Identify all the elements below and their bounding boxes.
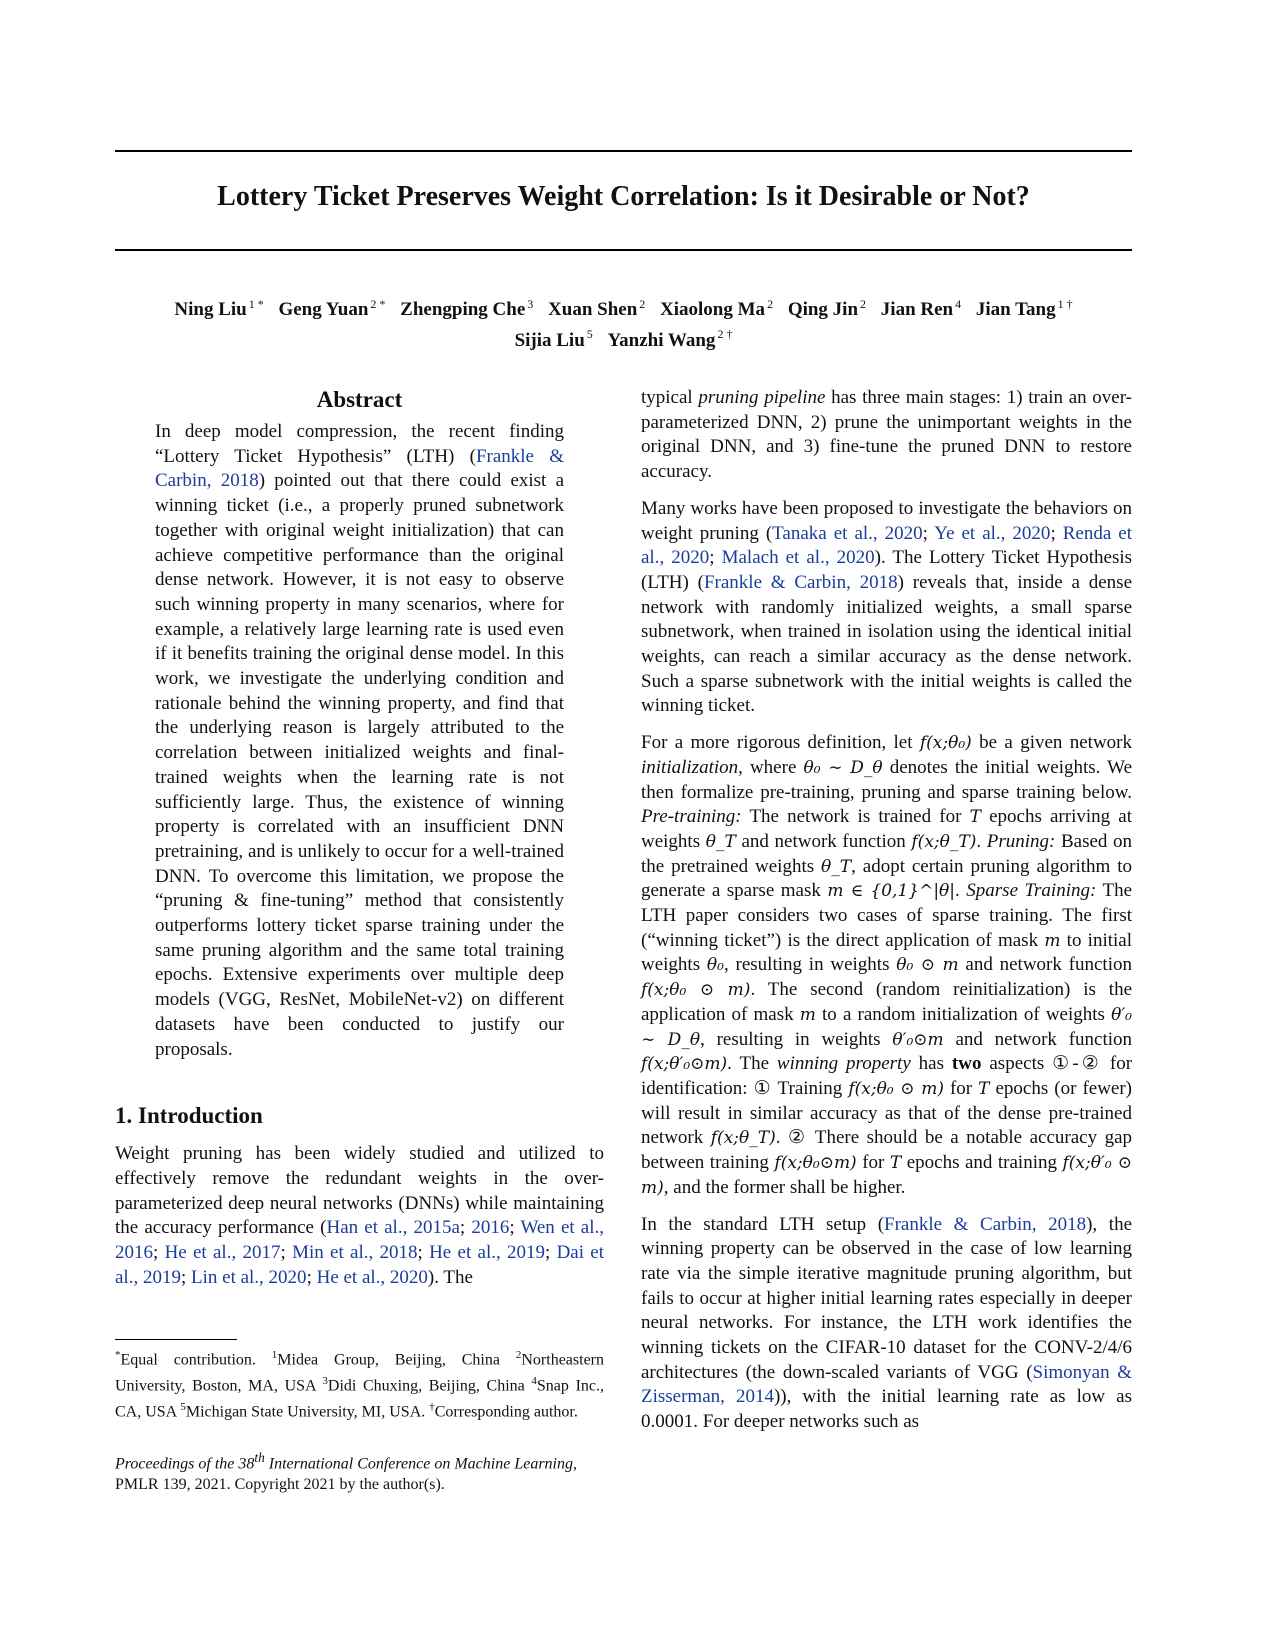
- citation-link[interactable]: Frankle & Carbin, 2018: [155, 445, 564, 492]
- citation-link[interactable]: Tanaka et al., 2020: [772, 522, 923, 544]
- math-expr: f(x;θ₀ ⊙ m): [641, 980, 751, 1001]
- title-rule-bottom: [115, 249, 1132, 251]
- math-expr: f(x;θ₀⊙m): [774, 1153, 857, 1174]
- citation-link[interactable]: Malach et al., 2020: [721, 547, 875, 569]
- math-expr: f(x;θ′₀⊙m): [641, 1054, 728, 1075]
- body-emphasis: Sparse Training:: [966, 880, 1097, 902]
- author-affiliation: 4: [955, 297, 962, 311]
- right-paragraph: [641, 386, 1132, 485]
- author: [548, 299, 645, 320]
- right-paragraph: Many works have been proposed to investigate the behaviors on weight pruning (Tanaka et al., 2020; Ye et al., 2020; Renda et al., 2020; Malach et al., 2020). The Lottery Ticket Hypothesis (LTH) (Frankle & Carbin, 2018) reveals that, inside a dense network with randomly initialized weights, a small sparse subnetwork, when trained in isolation using the identical initial weights, can reach a similar accuracy as the dense network. Such a sparse subnetwork with the initial weights is called the winning ticket.: [641, 497, 1133, 717]
- body-text: for: [949, 1077, 973, 1099]
- citation-link[interactable]: Wen et al., 2016: [115, 1217, 605, 1264]
- author: [660, 299, 773, 320]
- abstract-text: ) pointed out that there could exist a winning ticket (i.e., a properly pruned subnetwork together with original weight initialization) that can achieve competitive performance than the original dense network. However, it is not easy to observe such winning property in many scenarios, where for example, a relatively large learning rate is used even if it benefits training the original dense model. In this work, we investigate the underlying condition and rationale behind the winning property, and find that the underlying reason is largely attributed to the correlation between initialized weights and final-trained weights when the learning rate is not sufficiently large. Thus, the existence of winning property is correlated with an insufficient DNN pretraining, and is unlikely to occur for a well-trained DNN. To overcome this limitation, we propose the “pruning & fine-tuning” method that consistently outperforms lottery ticket sparse training under the same pruning algorithm and the same total training epochs. Extensive experiments over multiple deep models (VGG, ResNet, MobileNet-v2) on different datasets have been conducted to justify our proposals.: [155, 470, 565, 1060]
- citation-link[interactable]: Frankle & Carbin, 2018: [703, 571, 898, 593]
- body-text: , where: [738, 756, 797, 778]
- body-text: , and the former shall be higher.: [663, 1176, 906, 1198]
- body-text: Based on the pretrained weights: [641, 830, 1133, 877]
- author-name: Zhengping Che: [400, 299, 526, 321]
- author: [881, 299, 961, 320]
- body-text: .: [955, 880, 960, 902]
- body-text: ). The Lottery Ticket Hypothesis (LTH) (: [641, 547, 1133, 593]
- right-paragraph: [641, 1213, 1132, 1435]
- author-affiliation: 2 *: [370, 297, 386, 311]
- author: [607, 327, 733, 351]
- author-name: Yanzhi Wang: [607, 329, 716, 351]
- author-affiliation: 1 †: [1057, 297, 1073, 311]
- section-heading: 1. Introduction: [115, 1103, 263, 1129]
- proceedings-note: [115, 1448, 604, 1495]
- math-expr: T: [969, 807, 981, 828]
- body-text: , adopt certain pruning algorithm to generate a sparse mask: [641, 855, 1132, 902]
- author-name: Geng Yuan: [278, 299, 369, 321]
- math-expr: θ₀: [706, 955, 724, 976]
- proceedings-italic: Proceedings of the: [115, 1455, 235, 1473]
- author-affiliation: 2: [639, 297, 646, 311]
- footnote-rule: [115, 1339, 237, 1340]
- author-name: Jian Ren: [880, 299, 954, 321]
- math-expr: f(x;θ₀ ⊙ m): [848, 1078, 944, 1099]
- author-name: Ning Liu: [174, 299, 247, 321]
- math-expr: f(x;θ_T): [911, 831, 977, 852]
- citation-link[interactable]: Frankle & Carbin, 2018: [884, 1213, 1087, 1235]
- abstract-text: In deep model compression, the recent finding “Lottery Ticket Hypothesis” (LTH) (: [155, 421, 564, 467]
- right-paragraph: [641, 731, 1132, 1200]
- body-text: The network is trained for: [749, 806, 962, 828]
- abstract-body: [155, 420, 564, 1062]
- title-rule-top: [115, 150, 1132, 152]
- paper-title: Lottery Ticket Preserves Weight Correlation: Is it Desirable or Not?: [217, 181, 1030, 212]
- author-name: Xiaolong Ma: [660, 299, 766, 321]
- citation-link[interactable]: 2016: [471, 1217, 510, 1239]
- author: [400, 299, 533, 320]
- body-bold: two: [951, 1053, 982, 1075]
- footnote: *Equal contribution. $^1$Midea Group, Beijing, China $^2$Northeastern University, Boston, MA, USA $^3$Didi Chuxing, Beijing, China $^4$Snap Inc., CA, USA $^5$Michigan State University, MI, USA. †Corresponding author.: [115, 1349, 604, 1420]
- citation-link[interactable]: Simonyan & Zisserman, 2014: [641, 1361, 1132, 1408]
- footnote-aff4: Snap Inc., CA, USA: [115, 1377, 604, 1420]
- body-text: Many works have been proposed to investigate the behaviors on weight pruning (: [641, 497, 1132, 544]
- math-expr: m: [799, 1004, 816, 1025]
- author: [788, 299, 866, 320]
- body-text: and network function: [741, 830, 906, 852]
- body-text: to a random initialization of weights: [822, 1003, 1105, 1025]
- math-expr: T: [978, 1078, 990, 1099]
- body-text: typical: [641, 387, 693, 408]
- citation-link[interactable]: Ye et al., 2020: [934, 522, 1051, 544]
- math-expr: θ_T: [821, 856, 852, 877]
- intro-paragraph: Weight pruning has been widely studied and utilized to effectively remove the redundant weights in the over-parameterized deep neural networks (DNNs) while maintaining the accuracy performance (Han et al., 2015a; 2016; Wen et al., 2016; He et al., 2017; Min et al., 2018; He et al., 2019; Dai et al., 2019; Lin et al., 2020; He et al., 2020). The: [115, 1143, 605, 1288]
- citation-link[interactable]: Dai et al., 2019: [115, 1242, 605, 1288]
- body-text: )), with the initial learning rate as low as 0.0001. For deeper networks such as: [641, 1386, 1132, 1433]
- body-emphasis: Pruning:: [986, 830, 1056, 852]
- author-name: Sijia Liu: [514, 329, 585, 351]
- body-text: ) reveals that, inside a dense network with randomly initialized weights, a small sparse subnetwork, when trained in isolation using the identical initial weights, can reach a similar accuracy as the dense network. Such a sparse subnetwork with the initial weights is called the winning ticket.: [641, 571, 1133, 717]
- citation-link[interactable]: Lin et al., 2020: [191, 1266, 307, 1288]
- proceedings-num: 38: [238, 1455, 255, 1473]
- body-emphasis: Pre-training:: [641, 806, 742, 828]
- body-text: .: [976, 830, 982, 852]
- right-column: [641, 386, 1132, 1447]
- author-name: Jian Tang: [975, 299, 1056, 321]
- intro-text: Weight pruning has been widely studied and utilized to effectively remove the redundant weights in the over-parameterized deep neural networks (DNNs) while maintaining the accuracy performance (: [115, 1143, 604, 1239]
- author-list: [115, 292, 1132, 353]
- body-text: The LTH paper considers two cases of sparse training. The first (“winning ticket”) is the direct application of mask: [641, 880, 1133, 951]
- abstract-heading: Abstract: [316, 387, 403, 412]
- author-name: Xuan Shen: [548, 299, 638, 321]
- author: [514, 327, 593, 351]
- author: [976, 299, 1073, 320]
- body-text: . The: [727, 1053, 769, 1075]
- body-text: , resulting in weights: [723, 954, 890, 976]
- footnote-aff5: Michigan State University, MI, USA.: [185, 1402, 426, 1420]
- math-expr: f(x;θ′₀ ⊙ m): [641, 1153, 1133, 1198]
- body-text: In the standard LTH setup (: [641, 1213, 885, 1235]
- body-text: has: [918, 1053, 944, 1075]
- citation-link[interactable]: Renda et al., 2020: [641, 522, 1132, 569]
- body-text: epochs and training: [906, 1152, 1057, 1174]
- math-expr: θ_T: [705, 831, 736, 852]
- body-text: has three main stages: 1) train an over-parameterized DNN, 2) prune the unimportant weights in the original DNN, and 3) fine-tune the pruned DNN to restore accuracy.: [641, 387, 1133, 483]
- citation-link[interactable]: Han et al., 2015a: [326, 1217, 460, 1239]
- author-name: Qing Jin: [787, 299, 859, 321]
- intro-text: ). The: [427, 1266, 473, 1288]
- math-expr: m ∈ {0,1}^|θ|: [827, 881, 956, 902]
- body-text: aspects ①-② for identification: ① Training: [641, 1053, 1133, 1099]
- author: [278, 299, 385, 320]
- citation-link[interactable]: He et al., 2019: [429, 1242, 546, 1264]
- author-affiliation: 2 †: [717, 327, 733, 342]
- footnote-equal: Equal contribution.: [120, 1351, 256, 1369]
- body-text: to initial weights: [641, 929, 1133, 976]
- body-text: epochs arriving at weights: [641, 806, 1132, 852]
- body-text: epochs (or fewer) will result in similar accuracy as that of the dense pre-trained network: [641, 1077, 1133, 1149]
- left-column: [115, 386, 604, 1291]
- body-text: and network function: [965, 954, 1132, 976]
- citation-link[interactable]: He et al., 2020: [316, 1266, 428, 1288]
- proceedings-sup: th: [254, 1450, 265, 1465]
- body-text: for: [862, 1152, 885, 1174]
- math-expr: θ₀ ∼ D_θ: [803, 757, 883, 778]
- author-affiliation: 3: [527, 297, 534, 311]
- body-text: , resulting in weights: [700, 1028, 881, 1050]
- footnote-aff1: Midea Group, Beijing, China: [277, 1351, 500, 1369]
- body-emphasis: pruning pipeline: [698, 387, 826, 408]
- math-expr: f(x;θ₀): [919, 733, 972, 754]
- citation-link[interactable]: He et al., 2017: [164, 1242, 281, 1264]
- author: [174, 299, 263, 320]
- citation-link[interactable]: Min et al., 2018: [292, 1242, 418, 1264]
- footnote-aff3: Didi Chuxing, Beijing, China: [327, 1377, 525, 1395]
- body-text: denotes the initial weights. We then formalize pre-training, pruning and sparse training below.: [641, 756, 1133, 803]
- author-affiliation: 2: [860, 297, 867, 311]
- math-expr: f(x;θ_T): [710, 1128, 776, 1149]
- proceedings-italic: International Conference on Machine Learning: [268, 1455, 573, 1473]
- body-text: . ② There should be a notable accuracy gap between training: [641, 1127, 1132, 1174]
- math-expr: m: [1044, 930, 1061, 951]
- body-text: and network function: [955, 1028, 1133, 1050]
- math-expr: θ′₀⊙m: [892, 1029, 944, 1050]
- footnote-corr: Corresponding author.: [434, 1402, 578, 1420]
- math-expr: θ′₀ ∼ D_θ: [641, 1004, 1132, 1050]
- math-expr: θ₀ ⊙ m: [896, 955, 959, 976]
- body-emphasis: initialization: [641, 756, 739, 778]
- author-affiliation: 2: [767, 297, 774, 311]
- body-emphasis: winning property: [776, 1053, 911, 1075]
- body-text: . The second (random reinitialization) is the application of mask: [641, 979, 1133, 1025]
- proceedings-text: , PMLR 139, 2021. Copyright 2021 by the author(s).: [115, 1455, 577, 1493]
- body-text: ), the winning property can be observed in the case of low learning rate via the simple iterative magnitude pruning algorithm, but fails to occur at higher initial learning rates especially in deeper neural networks. For instance, the LTH work identifies the winning tickets on the CIFAR-10 dataset for the CONV-2/4/6 architectures (the down-scaled variants of VGG (: [641, 1213, 1132, 1383]
- body-text: be a given network: [979, 732, 1133, 754]
- author-affiliation: 5: [586, 327, 593, 342]
- body-text: For a more rigorous definition, let: [641, 732, 913, 754]
- footnote-aff2: Northeastern University, Boston, MA, USA: [115, 1351, 604, 1395]
- author-affiliation: 1 *: [248, 297, 264, 311]
- math-expr: T: [889, 1153, 902, 1174]
